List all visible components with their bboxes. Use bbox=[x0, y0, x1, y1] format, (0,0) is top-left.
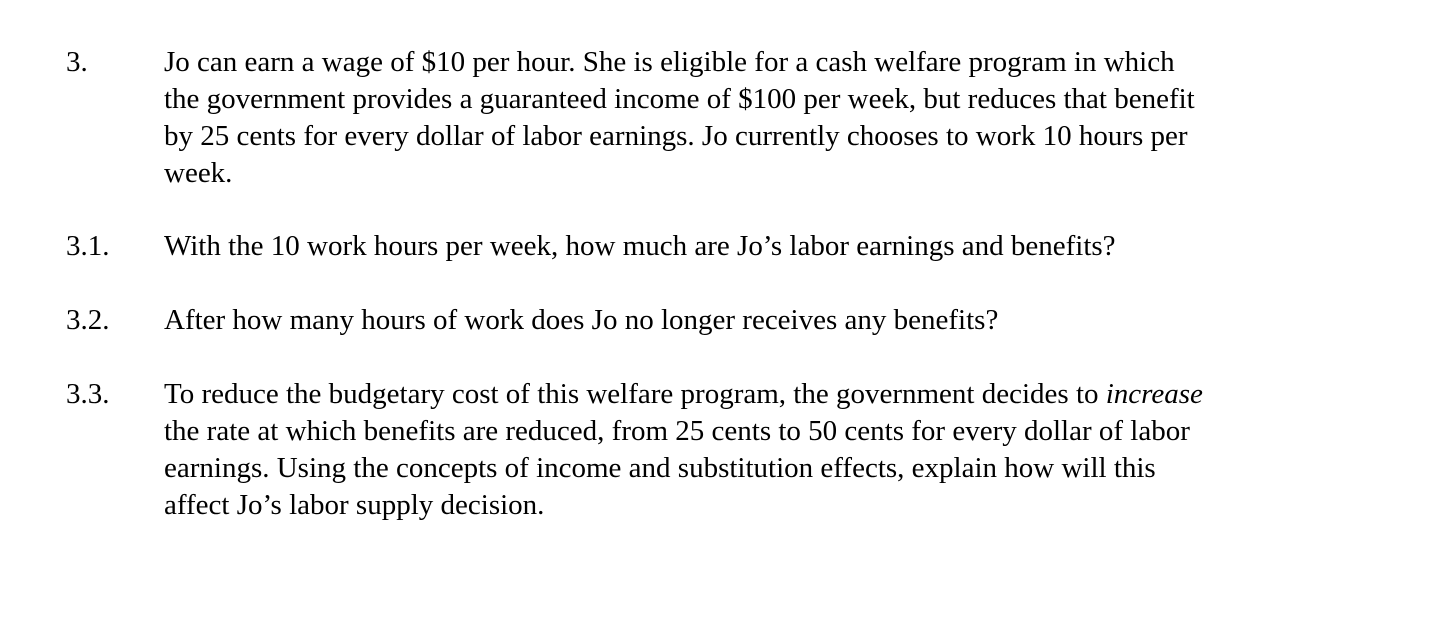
question-text bbox=[164, 376, 1203, 524]
question-number: 3.1. bbox=[66, 230, 110, 262]
question-text-line: by 25 cents for every dollar of labor earnings. Jo currently chooses to work 10 hours per bbox=[164, 120, 1188, 152]
question-text-line: With the 10 work hours per week, how much are Jo’s labor earnings and benefits? bbox=[164, 230, 1116, 262]
question-text-line: After how many hours of work does Jo no longer receives any benefits? bbox=[164, 304, 999, 336]
question-text-line bbox=[164, 376, 1203, 413]
question-text-line: the government provides a guaranteed income of $100 per week, but reduces that benefit bbox=[164, 83, 1195, 115]
question-number: 3. bbox=[66, 46, 88, 78]
question-text-segment: To reduce the budgetary cost of this welfare program, the government decides to bbox=[164, 378, 1106, 410]
question-number: 3.2. bbox=[66, 304, 110, 336]
question-text-line: earnings. Using the concepts of income and substitution effects, explain how will this bbox=[164, 452, 1156, 484]
question-number: 3.3. bbox=[66, 378, 110, 410]
question-text bbox=[164, 302, 998, 339]
question-text bbox=[164, 44, 1195, 192]
question-text-line: the rate at which benefits are reduced, from 25 cents to 50 cents for every dollar of labor bbox=[164, 415, 1190, 447]
question-text-line: week. bbox=[164, 157, 233, 189]
question-text-line: Jo can earn a wage of $10 per hour. She is eligible for a cash welfare program in which bbox=[164, 46, 1175, 78]
question-text-line: affect Jo’s labor supply decision. bbox=[164, 489, 545, 521]
question-text bbox=[164, 228, 1116, 265]
emphasized-word: increase bbox=[1105, 378, 1203, 410]
